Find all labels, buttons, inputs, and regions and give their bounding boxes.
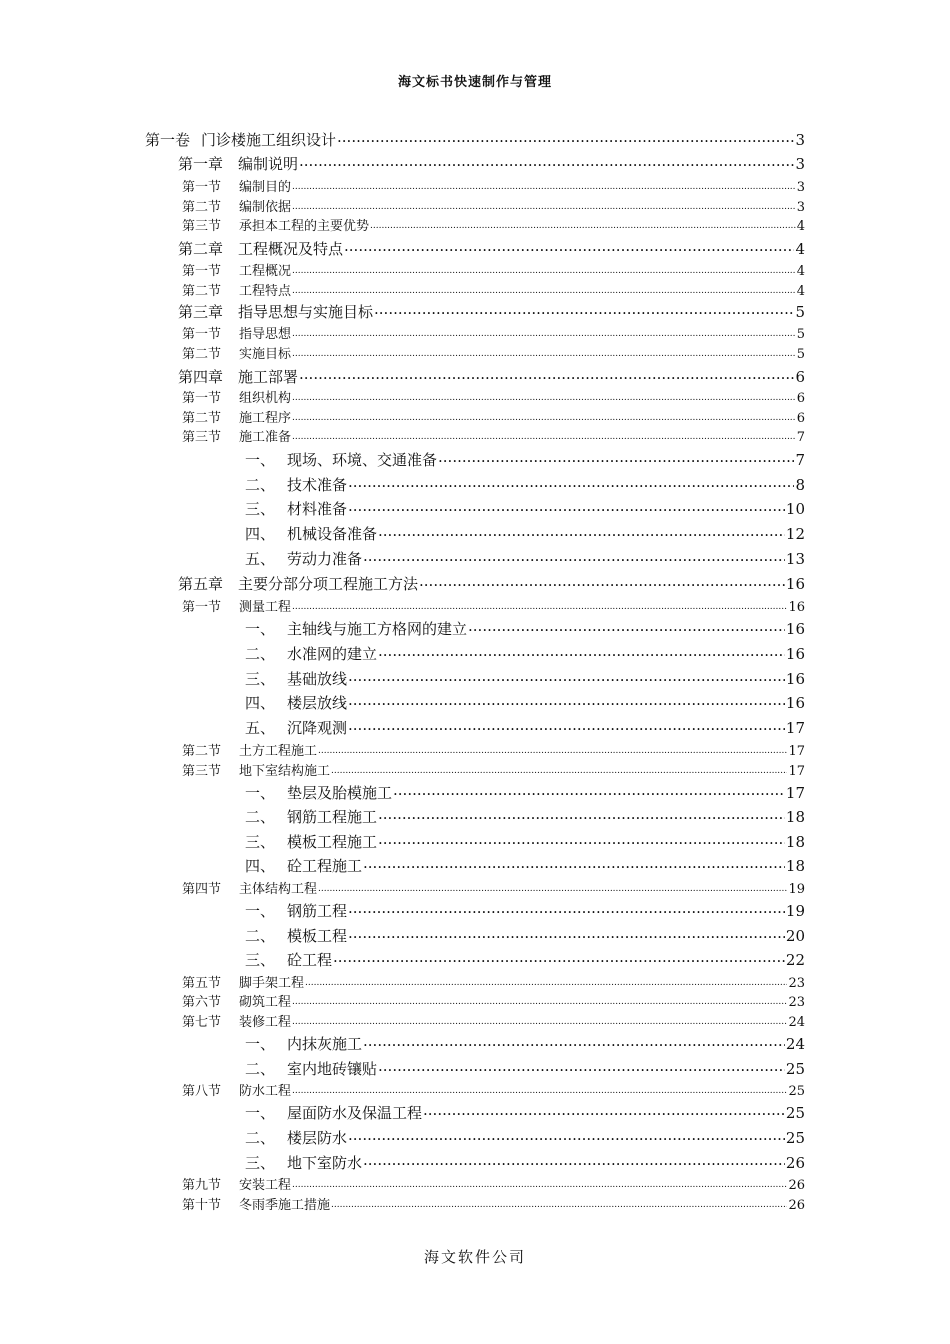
toc-entry-number: 五、 [245, 719, 276, 737]
toc-entry-number: 第一节 [182, 264, 222, 279]
toc-entry-title: 测量工程 [239, 600, 292, 615]
toc-entry-page: 23 [788, 995, 805, 1010]
toc-entry-number: 第一节 [182, 600, 222, 615]
toc-dot-leader [299, 367, 794, 382]
toc-dot-leader [292, 262, 796, 275]
toc-entry-number: 二、 [245, 1129, 276, 1147]
toc-entry-page: 3 [795, 155, 805, 173]
toc-entry-number: 第一章 [178, 155, 224, 173]
toc-entry-title: 内抹灰施工 [287, 1035, 363, 1053]
toc-entry[interactable] [178, 301, 805, 322]
toc-entry-page: 6 [796, 411, 805, 426]
toc-entry-page: 16 [785, 645, 805, 663]
toc-entry-page: 17 [785, 784, 805, 802]
toc-entry-title: 屋面防水及保温工程 [287, 1104, 423, 1122]
toc-entry-title: 地下室防水 [287, 1154, 363, 1172]
toc-entry[interactable] [245, 668, 805, 689]
toc-entry-title: 施工程序 [239, 411, 292, 426]
toc-entry-page: 18 [785, 857, 805, 875]
toc-entry-number: 第三章 [178, 303, 224, 321]
toc-entry[interactable] [178, 153, 805, 174]
toc-entry-number: 第四章 [178, 368, 224, 386]
toc-entry-number: 第二节 [182, 284, 222, 299]
toc-entry-number: 三、 [245, 951, 276, 969]
toc-dot-leader [333, 950, 785, 965]
toc-entry-number: 第一节 [182, 180, 222, 195]
toc-dot-leader [370, 217, 796, 230]
toc-entry-page: 25 [785, 1060, 805, 1078]
toc-entry-number: 三、 [245, 500, 276, 518]
toc-entry[interactable] [182, 407, 805, 426]
toc-entry-title: 楼层防水 [287, 1129, 348, 1147]
toc-entry-title: 安装工程 [239, 1178, 292, 1193]
toc-entry[interactable] [245, 1127, 805, 1148]
toc-entry[interactable] [178, 366, 805, 387]
toc-entry-title: 指导思想与实施目标 [238, 303, 374, 321]
toc-dot-leader [348, 669, 785, 684]
toc-entry-page: 24 [788, 1015, 805, 1030]
toc-entry-number: 第八节 [182, 1084, 222, 1099]
toc-entry-number: 第六节 [182, 995, 222, 1010]
toc-entry-number: 三、 [245, 670, 276, 688]
toc-entry[interactable] [182, 280, 805, 299]
toc-dot-leader [318, 880, 787, 893]
toc-entry-page: 17 [788, 744, 805, 759]
toc-entry[interactable] [182, 426, 805, 445]
toc-entry-page: 6 [796, 391, 805, 406]
toc-entry-number: 二、 [245, 927, 276, 945]
toc-entry[interactable] [182, 740, 805, 759]
toc-entry-title: 模板工程 [287, 927, 348, 945]
toc-dot-leader [348, 718, 785, 733]
toc-entry-page: 26 [788, 1178, 805, 1193]
toc-entry-title: 施工部署 [238, 368, 299, 386]
toc-entry[interactable] [182, 323, 805, 342]
toc-entry-number: 第七节 [182, 1015, 222, 1030]
toc-entry-title: 装修工程 [239, 1015, 292, 1030]
toc-dot-leader [292, 993, 787, 1006]
toc-entry-number: 第九节 [182, 1178, 222, 1193]
toc-entry-title: 实施目标 [239, 347, 292, 362]
toc-entry[interactable] [245, 782, 805, 803]
toc-entry-title: 承担本工程的主要优势 [239, 219, 370, 234]
toc-entry[interactable] [182, 1194, 805, 1213]
toc-dot-leader [292, 598, 787, 611]
toc-entry[interactable] [182, 176, 805, 195]
toc-entry-number: 二、 [245, 808, 276, 826]
toc-entry-title: 砼工程 [287, 951, 333, 969]
toc-dot-leader [292, 178, 796, 191]
toc-entry[interactable] [182, 991, 805, 1010]
toc-entry[interactable] [182, 215, 805, 234]
toc-entry-page: 25 [785, 1104, 805, 1122]
toc-entry[interactable] [245, 523, 805, 544]
toc-entry-number: 二、 [245, 1060, 276, 1078]
toc-entry-page: 3 [796, 200, 805, 215]
toc-dot-leader [438, 450, 794, 465]
toc-entry-page: 4 [796, 219, 805, 234]
toc-entry[interactable] [245, 1102, 805, 1123]
toc-entry-number: 第十节 [182, 1198, 222, 1213]
toc-entry-page: 16 [785, 694, 805, 712]
toc-dot-leader [344, 239, 794, 254]
toc-entry[interactable] [245, 474, 805, 495]
toc-entry-title: 劳动力准备 [287, 550, 363, 568]
toc-entry-title: 冬雨季施工措施 [239, 1198, 331, 1213]
toc-entry-page: 5 [796, 327, 805, 342]
toc-entry[interactable] [245, 643, 805, 664]
toc-dot-leader [348, 901, 785, 916]
toc-entry[interactable] [182, 1080, 805, 1099]
toc-entry-title: 钢筋工程 [287, 902, 348, 920]
toc-entry[interactable] [182, 343, 805, 362]
toc-entry[interactable] [245, 618, 805, 639]
toc-entry-number: 第二章 [178, 240, 224, 258]
toc-entry-page: 24 [785, 1035, 805, 1053]
toc-dot-leader [378, 644, 785, 659]
toc-dot-leader [292, 389, 796, 402]
toc-entry[interactable] [182, 196, 805, 215]
toc-dot-leader [363, 1153, 785, 1168]
toc-entry-number: 第二节 [182, 200, 222, 215]
toc-entry-number: 四、 [245, 694, 276, 712]
toc-dot-leader [305, 974, 787, 987]
toc-entry-title: 工程概况 [239, 264, 292, 279]
toc-dot-leader [378, 1059, 785, 1074]
toc-dot-leader [292, 345, 796, 358]
toc-entry-page: 18 [785, 808, 805, 826]
toc-entry-title: 施工准备 [239, 430, 292, 445]
toc-entry[interactable] [245, 806, 805, 827]
toc-entry[interactable] [245, 498, 805, 519]
toc-entry[interactable] [182, 260, 805, 279]
toc-entry-page: 5 [796, 347, 805, 362]
toc-entry-page: 4 [796, 284, 805, 299]
toc-entry-number: 第三节 [182, 764, 222, 779]
toc-entry-title: 防水工程 [239, 1084, 292, 1099]
toc-dot-leader [378, 524, 785, 539]
toc-entry-page: 22 [785, 951, 805, 969]
toc-entry-number: 四、 [245, 857, 276, 875]
toc-entry-title: 现场、环境、交通准备 [287, 451, 438, 469]
toc-entry-page: 8 [795, 476, 805, 494]
toc-entry[interactable] [245, 900, 805, 921]
toc-dot-leader [292, 282, 796, 295]
toc-entry-page: 4 [795, 240, 805, 258]
toc-dot-leader [292, 428, 796, 441]
toc-entry-page: 13 [785, 550, 805, 568]
toc-entry-title: 主体结构工程 [239, 882, 318, 897]
toc-entry-number: 五、 [245, 550, 276, 568]
toc-entry-number: 二、 [245, 476, 276, 494]
toc-entry-page: 12 [785, 525, 805, 543]
toc-entry-title: 机械设备准备 [287, 525, 378, 543]
toc-dot-leader [423, 1103, 785, 1118]
toc-entry[interactable] [245, 1058, 805, 1079]
toc-dot-leader [292, 1013, 787, 1026]
toc-dot-leader [348, 1128, 785, 1143]
toc-dot-leader [292, 409, 796, 422]
toc-entry-number: 第四节 [182, 882, 222, 897]
toc-dot-leader [374, 302, 794, 317]
toc-entry-page: 16 [785, 575, 805, 593]
page-header: 海文标书快速制作与管理 [397, 75, 552, 90]
toc-entry-number: 四、 [245, 525, 276, 543]
toc-entry-page: 20 [785, 927, 805, 945]
toc-entry-page: 16 [788, 600, 805, 615]
toc-entry-title: 土方工程施工 [239, 744, 318, 759]
toc-entry-page: 25 [788, 1084, 805, 1099]
toc-entry-number: 一、 [245, 902, 276, 920]
toc-entry-page: 10 [785, 500, 805, 518]
toc-dot-leader [331, 762, 787, 775]
toc-entry-page: 3 [796, 180, 805, 195]
toc-dot-leader [363, 1034, 785, 1049]
toc-entry-number: 三、 [245, 1154, 276, 1172]
toc-dot-leader [318, 742, 787, 755]
toc-entry[interactable] [182, 1174, 805, 1193]
toc-dot-leader [378, 832, 785, 847]
toc-entry-page: 17 [785, 719, 805, 737]
toc-entry-page: 16 [785, 620, 805, 638]
toc-dot-leader [292, 1082, 787, 1095]
toc-entry-title: 材料准备 [287, 500, 348, 518]
toc-dot-leader [348, 475, 794, 490]
toc-dot-leader [331, 1196, 787, 1209]
toc-entry-title: 主要分部分项工程施工方法 [238, 575, 419, 593]
toc-entry-title: 砌筑工程 [239, 995, 292, 1010]
toc-entry-title: 室内地砖镶贴 [287, 1060, 378, 1078]
toc-entry-page: 3 [795, 131, 805, 149]
toc-entry-number: 一、 [245, 1104, 276, 1122]
toc-entry-title: 楼层放线 [287, 694, 348, 712]
toc-entry-number: 第二节 [182, 347, 222, 362]
toc-entry-page: 18 [785, 833, 805, 851]
toc-entry-page: 4 [796, 264, 805, 279]
toc-entry-number: 第二节 [182, 411, 222, 426]
toc-entry-title: 技术准备 [287, 476, 348, 494]
toc-dot-leader [299, 154, 794, 169]
toc-dot-leader [348, 926, 785, 941]
toc-entry[interactable] [178, 573, 805, 594]
toc-entry-title: 脚手架工程 [239, 976, 305, 991]
toc-entry-page: 7 [796, 430, 805, 445]
toc-dot-leader [468, 619, 785, 634]
toc-entry-title: 工程概况及特点 [238, 240, 344, 258]
toc-entry-page: 26 [785, 1154, 805, 1172]
toc-entry[interactable] [245, 717, 805, 738]
toc-entry-page: 23 [788, 976, 805, 991]
toc-entry-page: 26 [788, 1198, 805, 1213]
toc-entry-number: 第一节 [182, 327, 222, 342]
toc-entry[interactable] [245, 855, 805, 876]
toc-entry-title: 地下室结构施工 [239, 764, 331, 779]
toc-entry[interactable] [145, 129, 805, 150]
toc-entry-number: 第三节 [182, 430, 222, 445]
toc-dot-leader [292, 1176, 787, 1189]
toc-entry-number: 二、 [245, 645, 276, 663]
toc-entry-number: 第二节 [182, 744, 222, 759]
toc-dot-leader [337, 130, 794, 145]
toc-entry-title: 指导思想 [239, 327, 292, 342]
toc-entry[interactable] [182, 760, 805, 779]
toc-entry[interactable] [182, 1011, 805, 1030]
toc-entry[interactable] [182, 596, 805, 615]
toc-entry-number: 第五节 [182, 976, 222, 991]
toc-entry[interactable] [182, 878, 805, 897]
toc-entry-title: 模板工程施工 [287, 833, 378, 851]
toc-entry-number: 第三节 [182, 219, 222, 234]
toc-entry-page: 6 [795, 368, 805, 386]
toc-entry-title: 组织机构 [239, 391, 292, 406]
toc-entry-number: 第五章 [178, 575, 224, 593]
toc-entry[interactable] [245, 1152, 805, 1173]
toc-dot-leader [363, 856, 785, 871]
toc-entry[interactable] [245, 925, 805, 946]
toc-entry-number: 一、 [245, 784, 276, 802]
toc-entry[interactable] [182, 387, 805, 406]
toc-dot-leader [393, 783, 785, 798]
toc-dot-leader [363, 549, 785, 564]
toc-entry-title: 砼工程施工 [287, 857, 363, 875]
toc-entry-title: 编制说明 [238, 155, 299, 173]
toc-entry-title: 钢筋工程施工 [287, 808, 378, 826]
toc-entry[interactable] [245, 449, 805, 470]
toc-entry-title: 门诊楼施工组织设计 [201, 131, 337, 149]
toc-entry[interactable] [245, 831, 805, 852]
toc-entry-number: 第一节 [182, 391, 222, 406]
toc-entry-page: 17 [788, 764, 805, 779]
toc-dot-leader [378, 807, 785, 822]
toc-entry-title: 基础放线 [287, 670, 348, 688]
toc-entry-number: 一、 [245, 451, 276, 469]
toc-entry-page: 19 [785, 902, 805, 920]
toc-entry-title: 水准网的建立 [287, 645, 378, 663]
toc-entry-title: 垫层及胎模施工 [287, 784, 393, 802]
page-footer: 海文软件公司 [423, 1248, 526, 1266]
toc-entry-title: 编制目的 [239, 180, 292, 195]
toc-entry[interactable] [245, 692, 805, 713]
toc-entry[interactable] [182, 972, 805, 991]
toc-dot-leader [292, 325, 796, 338]
toc-dot-leader [348, 499, 785, 514]
toc-entry-title: 编制依据 [239, 200, 292, 215]
toc-entry-page: 25 [785, 1129, 805, 1147]
toc-entry[interactable] [245, 1033, 805, 1054]
toc-entry-title: 主轴线与施工方格网的建立 [287, 620, 468, 638]
toc-entry[interactable] [245, 949, 805, 970]
toc-entry-page: 7 [795, 451, 805, 469]
toc-entry-page: 19 [788, 882, 805, 897]
toc-entry[interactable] [178, 238, 805, 259]
toc-entry-title: 工程特点 [239, 284, 292, 299]
toc-entry-title: 沉降观测 [287, 719, 348, 737]
toc-entry-number: 第一卷 [145, 131, 191, 149]
toc-entry-number: 三、 [245, 833, 276, 851]
toc-dot-leader [292, 198, 796, 211]
toc-entry[interactable] [245, 548, 805, 569]
toc-dot-leader [419, 574, 785, 589]
toc-entry-page: 16 [785, 670, 805, 688]
toc-dot-leader [348, 693, 785, 708]
toc-entry-number: 一、 [245, 620, 276, 638]
toc-entry-page: 5 [795, 303, 805, 321]
toc-entry-number: 一、 [245, 1035, 276, 1053]
